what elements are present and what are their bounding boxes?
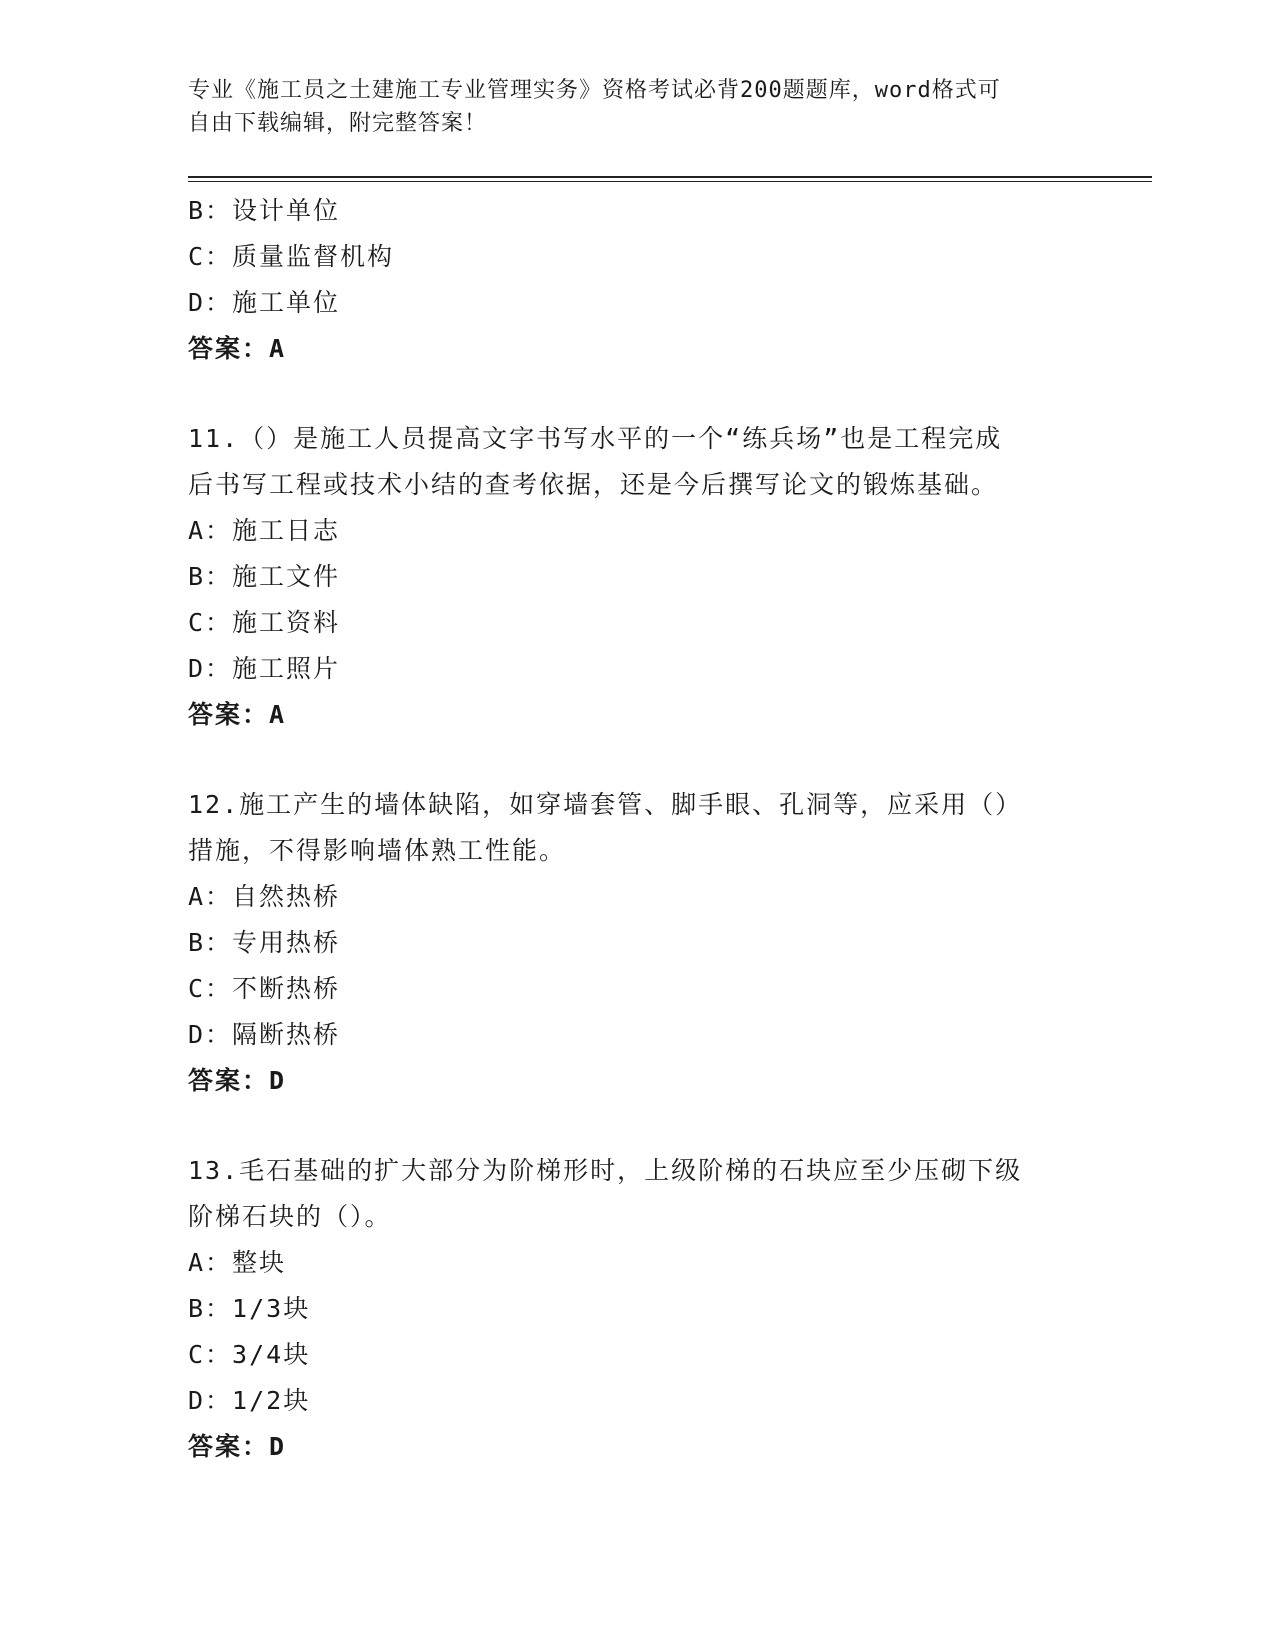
header-line-1: 专业《施工员之土建施工专业管理实务》资格考试必背200题题库，word格式可 [188, 78, 1001, 103]
answer-line: 答案：D [188, 1066, 287, 1095]
question-11 [188, 416, 1088, 738]
option-b: B：1/3块 [188, 1294, 311, 1323]
question-10 [188, 188, 1088, 372]
question-stem-line: 11.（）是施工人员提高文字书写水平的一个“练兵场”也是工程完成 [188, 424, 1003, 453]
option-a: A：整块 [188, 1248, 287, 1277]
option-a: A：自然热桥 [188, 882, 341, 911]
option-d: D：施工单位 [188, 288, 341, 317]
header-divider-thick [188, 176, 1152, 178]
option-b: B：专用热桥 [188, 928, 341, 957]
header-line-2: 自由下载编辑，附完整答案！ [188, 111, 488, 136]
option-b: B：施工文件 [188, 562, 341, 591]
question-list [188, 188, 1088, 1470]
question-stem-line: 13.毛石基础的扩大部分为阶梯形时，上级阶梯的石块应至少压砌下级 [188, 1156, 1023, 1185]
question-stem-line: 12.施工产生的墙体缺陷，如穿墙套管、脚手眼、孔洞等，应采用（） [188, 790, 1023, 819]
option-d: D：1/2块 [188, 1386, 311, 1415]
answer-line: 答案：A [188, 700, 287, 729]
document-header [188, 74, 1068, 140]
answer-line: 答案：D [188, 1432, 287, 1461]
question-12 [188, 782, 1088, 1104]
option-c: C：质量监督机构 [188, 242, 395, 271]
option-a: A：施工日志 [188, 516, 341, 545]
question-stem-line: 措施，不得影响墙体熟工性能。 [188, 836, 567, 865]
option-c: C：施工资料 [188, 608, 341, 637]
option-d: D：隔断热桥 [188, 1020, 341, 1049]
question-13 [188, 1148, 1088, 1470]
question-stem-line: 后书写工程或技术小结的查考依据，还是今后撰写论文的锻炼基础。 [188, 470, 999, 499]
option-c: C：3/4块 [188, 1340, 311, 1369]
option-c: C：不断热桥 [188, 974, 341, 1003]
question-stem-line: 阶梯石块的（）。 [188, 1202, 392, 1231]
answer-line: 答案：A [188, 334, 287, 363]
option-b: B：设计单位 [188, 196, 341, 225]
header-divider-thin [188, 181, 1152, 182]
option-d: D：施工照片 [188, 654, 341, 683]
